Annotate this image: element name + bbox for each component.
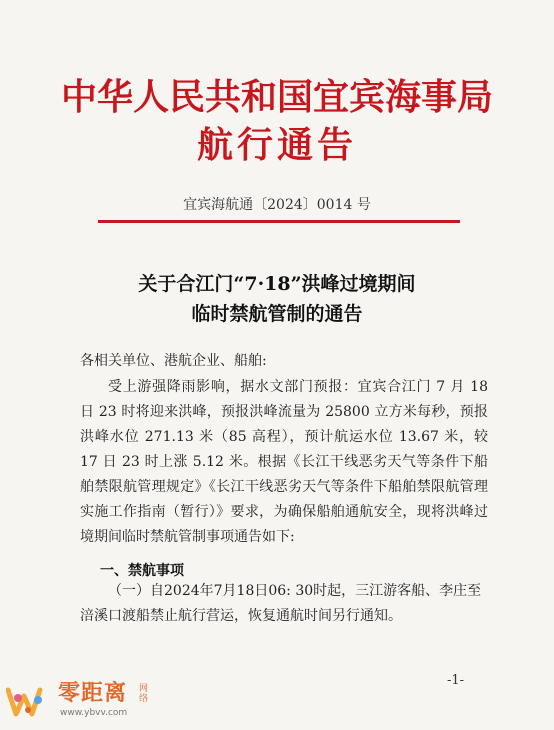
body-paragraph: 受上游强降雨影响，据水文部门预报：宜宾合江门 7 月 18 日 23 时将迎来洪峰，预报洪峰流量为 25800 立方米每秒，预报洪峰水位 271.13 米（85 高程），预计航运水位 13.67 米，较 17 日 23 时上涨 5.12 米。根据《长江干线恶劣天气等条件下船舶禁限航管理规定》《长江干线恶劣天气等条件下船舶禁限航管理实施工作指南（暂行）》要求，为确保船舶通航安全，现将洪峰过境期间临时禁航管制事项通告如下: xyxy=(80,379,488,545)
document-number: 宜宾海航通〔2024〕0014 号 xyxy=(183,197,371,213)
watermark-logo-icon xyxy=(6,684,52,720)
issuing-organization: 中华人民共和国宜宾海事局 xyxy=(60,76,493,118)
red-divider-line xyxy=(98,220,460,223)
section-item-1: （一）自2024年7月18日06: 30时起，三江游客船、李庄至涪溪口渡船禁止航行营运，恢复通航时间另行通知。 xyxy=(80,583,482,624)
notice-title-line-2: 临时禁航管制的通告 xyxy=(191,303,363,325)
section-heading-1: 一、禁航事项 xyxy=(100,563,184,579)
page-number: -1- xyxy=(447,673,465,688)
watermark-site-suffix: 网络 xyxy=(139,684,149,704)
watermark-site-name: 零距离 xyxy=(58,681,128,706)
notice-title-line-1: 关于合江门“7·18”洪峰过境期间 xyxy=(138,273,416,295)
watermark-url: www.ybvv.com xyxy=(60,708,128,718)
salutation: 各相关单位、港航企业、船舶: xyxy=(80,353,267,369)
notice-type-heading: 航行通告 xyxy=(196,124,357,166)
site-watermark xyxy=(6,680,166,724)
